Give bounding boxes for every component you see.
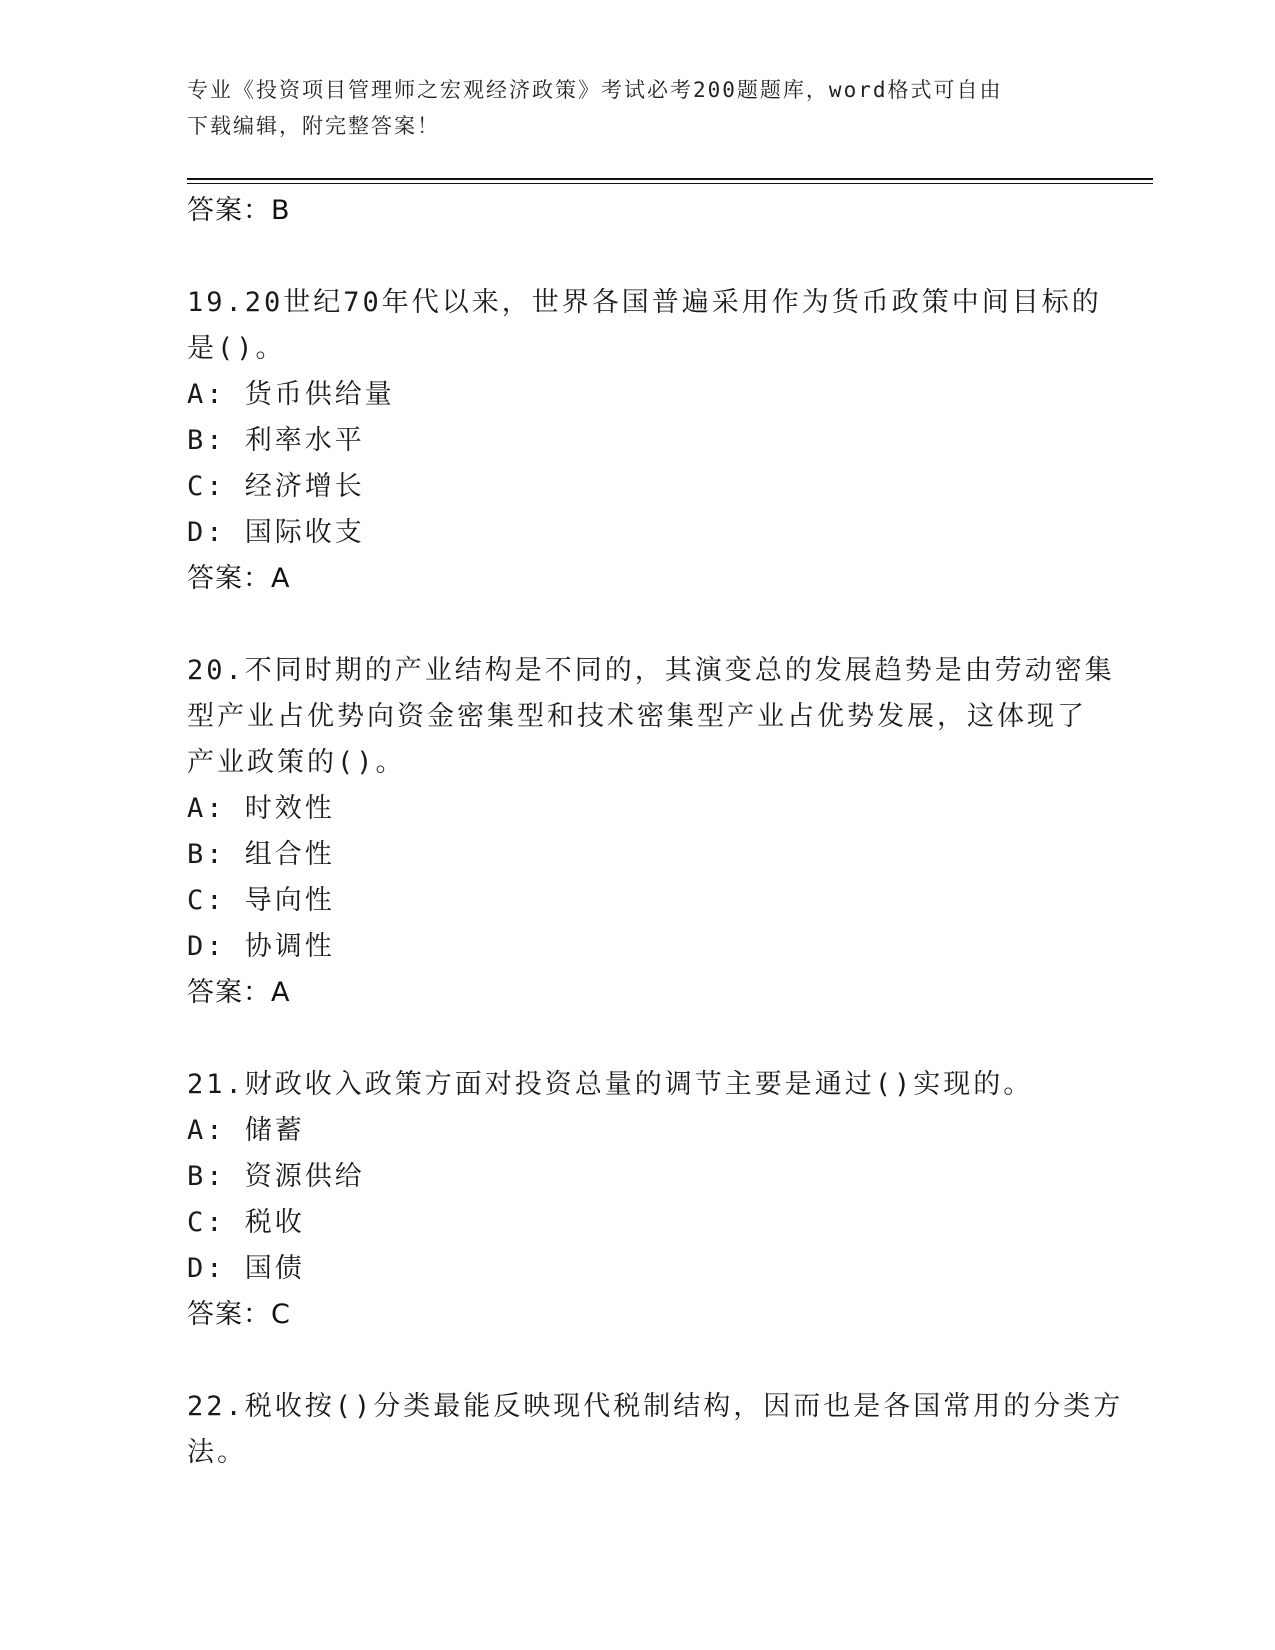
spacer — [187, 602, 1087, 648]
question-text-line: 是()。 — [187, 333, 286, 364]
question-text-line: 型产业占优势向资金密集型和技术密集型产业占优势发展，这体现了 — [187, 701, 1087, 732]
option-a: A: 时效性 — [187, 793, 335, 824]
question-text-line: 法。 — [187, 1437, 247, 1468]
question-list — [187, 188, 1124, 1476]
previous-answer: 答案：B — [187, 195, 291, 226]
document-header — [187, 72, 1067, 144]
option-c: C: 导向性 — [187, 885, 335, 916]
spacer — [187, 1016, 1087, 1062]
question-20 — [187, 648, 1115, 1016]
header-line-2: 下载编辑，附完整答案！ — [187, 114, 440, 138]
option-c: C: 经济增长 — [187, 471, 365, 502]
option-d: D: 国债 — [187, 1253, 305, 1284]
question-22 — [187, 1384, 1124, 1476]
answer-line: 答案：A — [187, 977, 291, 1008]
option-b: B: 组合性 — [187, 839, 335, 870]
header-divider-thick — [187, 178, 1153, 180]
spacer — [187, 1338, 1087, 1384]
question-text-line: 20.不同时期的产业结构是不同的，其演变总的发展趋势是由劳动密集 — [187, 655, 1115, 686]
header-line-1: 专业《投资项目管理师之宏观经济政策》考试必考200题题库，word格式可自由 — [187, 78, 1003, 102]
option-d: D: 协调性 — [187, 931, 335, 962]
question-19 — [187, 280, 1102, 602]
option-a: A: 储蓄 — [187, 1115, 305, 1146]
question-text-line: 21.财政收入政策方面对投资总量的调节主要是通过()实现的。 — [187, 1069, 1034, 1100]
answer-line: 答案：A — [187, 563, 291, 594]
option-d: D: 国际收支 — [187, 517, 365, 548]
header-divider-thin — [187, 183, 1153, 184]
question-text-line: 产业政策的()。 — [187, 747, 406, 778]
answer-line: 答案：C — [187, 1299, 291, 1330]
option-b: B: 利率水平 — [187, 425, 365, 456]
option-a: A: 货币供给量 — [187, 379, 395, 410]
option-c: C: 税收 — [187, 1207, 305, 1238]
question-text-line: 22.税收按()分类最能反映现代税制结构，因而也是各国常用的分类方 — [187, 1391, 1124, 1422]
question-21 — [187, 1062, 1087, 1338]
question-text-line: 19.20世纪70年代以来，世界各国普遍采用作为货币政策中间目标的 — [187, 287, 1102, 318]
spacer — [187, 234, 1087, 280]
option-b: B: 资源供给 — [187, 1161, 365, 1192]
